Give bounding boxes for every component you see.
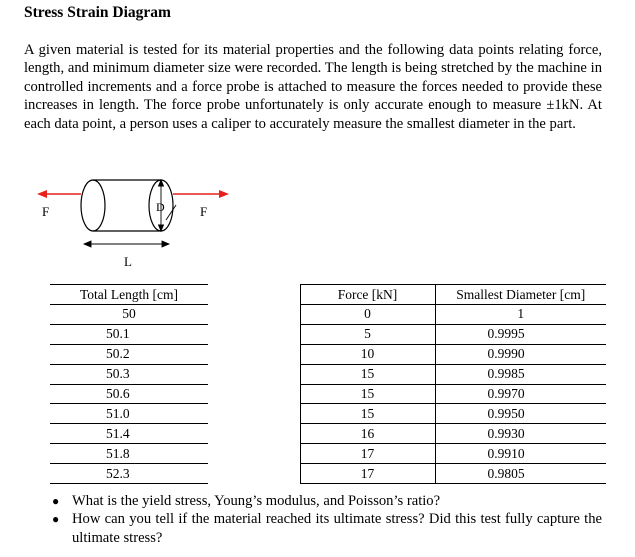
diameter-cell: 0.9970 <box>435 384 606 404</box>
diameter-cell: 0.9805 <box>435 464 606 484</box>
diameter-label: D <box>156 200 165 214</box>
force-cell: 15 <box>300 404 435 424</box>
question-text: What is the yield stress, Young’s modulus, and Poisson’s ratio? <box>72 493 441 509</box>
page-title: Stress Strain Diagram <box>24 4 171 21</box>
diameter-cell: 1 <box>435 305 606 325</box>
force-arrow-left <box>37 190 81 198</box>
column-header-diameter: Smallest Diameter [cm] <box>435 285 606 305</box>
length-cell: 50 <box>50 305 208 325</box>
diameter-cell: 0.9990 <box>435 344 606 364</box>
table-row <box>50 384 606 404</box>
length-cell: 50.6 <box>50 384 208 404</box>
bullet-icon: ● <box>52 512 60 527</box>
length-label: L <box>124 254 132 269</box>
diameter-dimension <box>159 180 177 231</box>
list-item <box>48 492 602 510</box>
intro-paragraph: A given material is tested for its material properties and the following data points relating force, length, and minimum diameter size were recorded. The length is being stretched by the machine in controlled increments and a force probe is attached to measure the forces needed to provide these increases in length. The force probe unfortunately is only accurate enough to measure ±1kN. At each data point, a person uses a caliper to accurately measure the smallest diameter in the part. <box>24 42 602 132</box>
data-table <box>50 284 606 484</box>
force-label-left: F <box>42 204 50 219</box>
question-list <box>48 492 602 547</box>
diameter-cell: 0.9950 <box>435 404 606 424</box>
column-header-force: Force [kN] <box>300 285 435 305</box>
length-dimension <box>84 241 169 247</box>
length-cell: 52.3 <box>50 464 208 484</box>
table-row <box>50 464 606 484</box>
force-arrow-right <box>173 190 229 198</box>
table-row <box>50 444 606 464</box>
question-text: How can you tell if the material reached its ultimate stress? Did this test fully capture the ultimate stress? <box>72 511 602 546</box>
force-cell: 0 <box>300 305 435 325</box>
length-cell: 51.4 <box>50 424 208 444</box>
length-cell: 50.1 <box>50 324 208 344</box>
table-row <box>50 324 606 344</box>
force-cell: 16 <box>300 424 435 444</box>
force-cell: 17 <box>300 444 435 464</box>
length-cell: 51.0 <box>50 404 208 424</box>
length-cell: 50.2 <box>50 344 208 364</box>
bullet-icon: ● <box>52 494 60 508</box>
table-row <box>50 404 606 424</box>
length-cell: 51.8 <box>50 444 208 464</box>
table-header-row <box>50 285 606 305</box>
force-cell: 15 <box>300 384 435 404</box>
force-cell: 5 <box>300 324 435 344</box>
force-cell: 17 <box>300 464 435 484</box>
force-cell: 15 <box>300 364 435 384</box>
column-header-length: Total Length [cm] <box>50 285 208 305</box>
diameter-cell: 0.9985 <box>435 364 606 384</box>
diameter-cell: 0.9995 <box>435 324 606 344</box>
table-row <box>50 305 606 325</box>
table-row <box>50 344 606 364</box>
force-cell: 10 <box>300 344 435 364</box>
table-row <box>50 364 606 384</box>
diameter-cell: 0.9930 <box>435 424 606 444</box>
force-label-right: F <box>200 204 208 219</box>
table-row <box>50 424 606 444</box>
length-cell: 50.3 <box>50 364 208 384</box>
list-item <box>48 510 602 547</box>
diameter-cell: 0.9910 <box>435 444 606 464</box>
cylinder <box>81 180 173 231</box>
